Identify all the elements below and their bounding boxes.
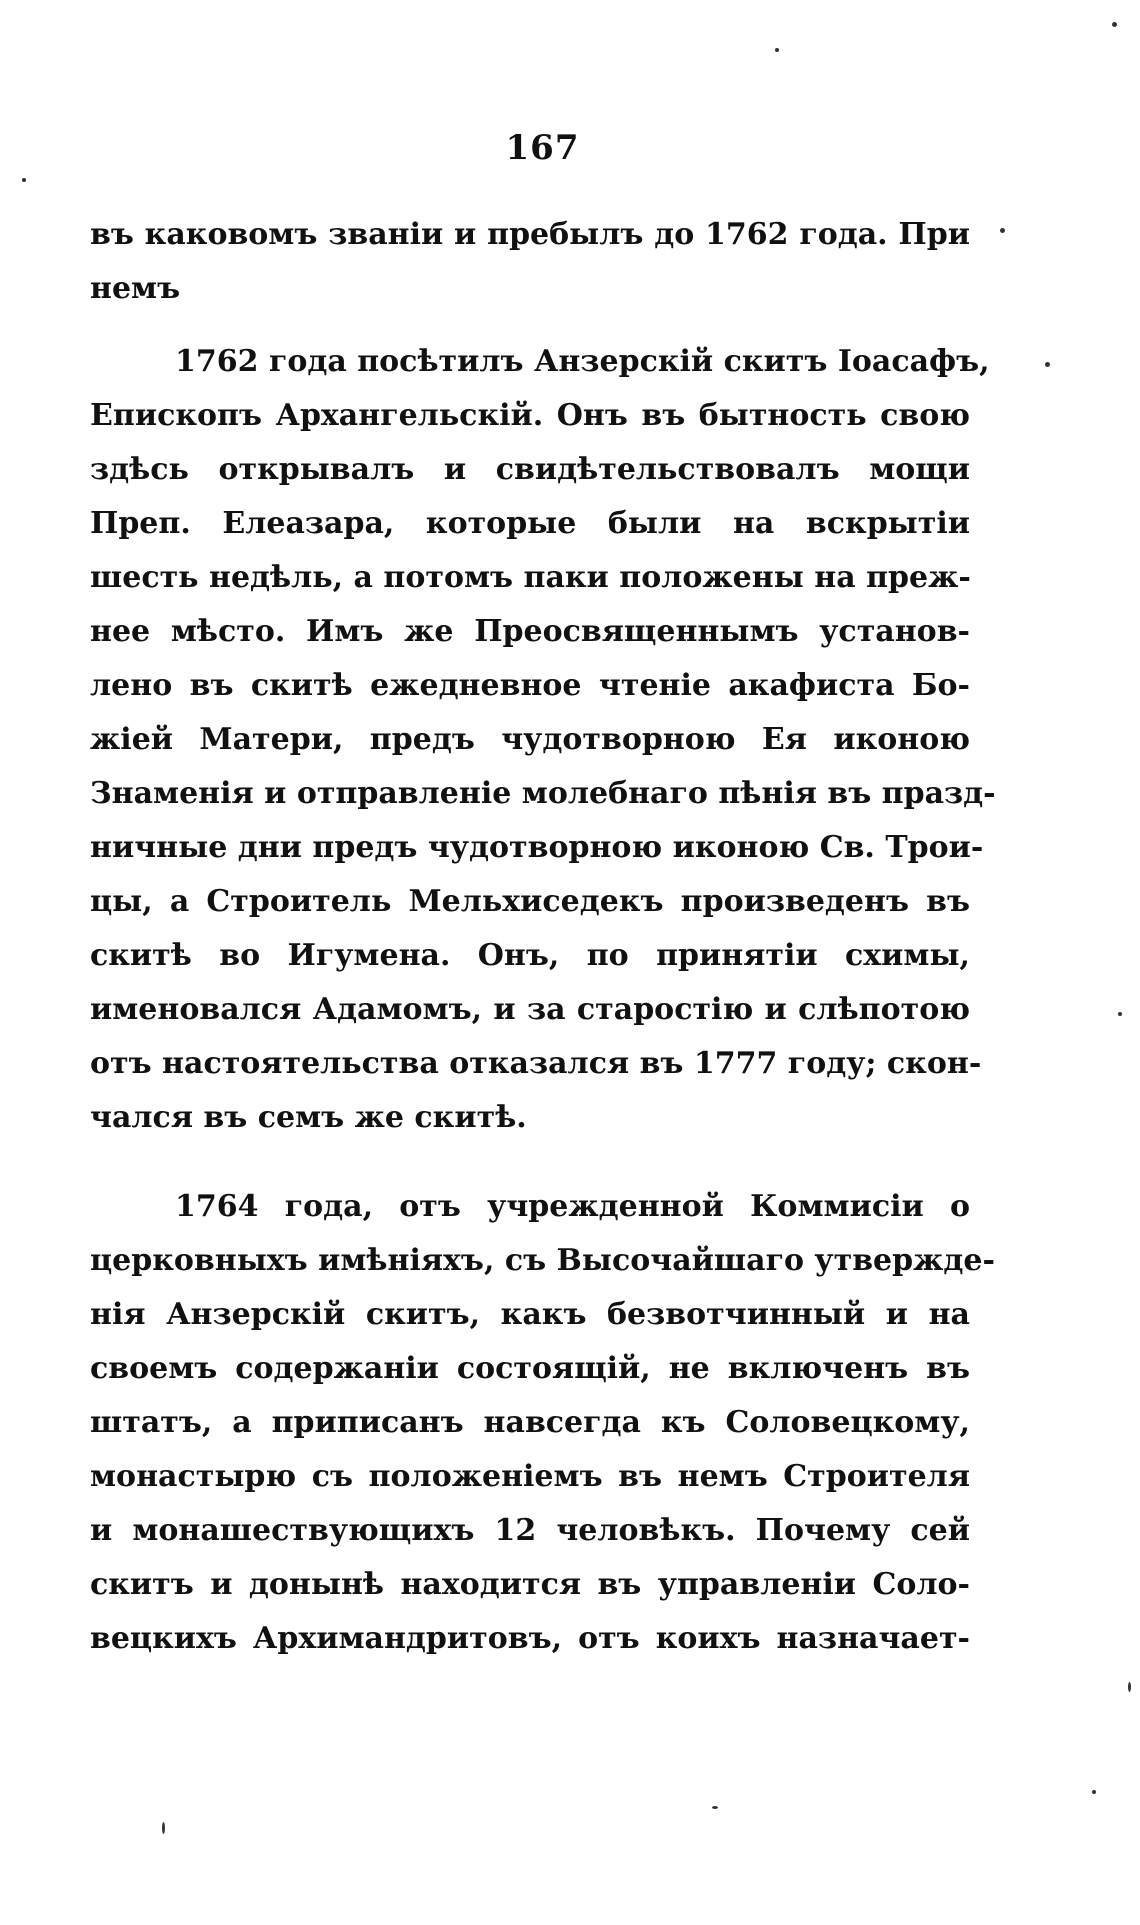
text-line: жіей Матери, предъ чудотворною Ея иконою [90,722,970,757]
text-line: нія Анзерскій скитъ, какъ безвотчинный и на [90,1297,970,1332]
text-line: цы, а Строитель Мельхиседекъ произведенъ въ [90,884,970,919]
text-line: 1764 года, отъ учрежденной Коммисіи о [175,1189,970,1224]
text-line: нее мѣсто. Имъ же Преосвященнымъ установ- [90,614,970,649]
text-line: своемъ содержаніи состоящій, не включенъ въ [90,1351,970,1386]
text-line: отъ настоятельства отказался въ 1777 году; скон- [90,1046,982,1081]
scan-speck [162,1822,165,1834]
text-line: шесть недѣль, а потомъ паки положены на преж- [90,560,971,595]
text-line: лено въ скитѣ ежедневное чтеніе акафиста Бо- [90,668,970,703]
text-line: Епископъ Архангельскій. Онъ въ бытность свою [90,398,970,433]
text-line: штатъ, а приписанъ навсегда къ Соловецкому, [90,1405,970,1440]
scan-speck [22,178,26,182]
text-line: Преп. Елеазара, которые были на вскрытіи [90,506,970,541]
text-line: монастырю съ положеніемъ въ немъ Строителя [90,1459,970,1494]
text-line: ничные дни предъ чудотворною иконою Св. Трои- [90,830,984,865]
paragraph-continuation [90,208,970,316]
text-line: скитъ и донынѣ находится въ управленіи Соло- [90,1567,970,1602]
scan-speck [712,1806,718,1809]
page-number: 167 [505,128,580,168]
text-line: чался въ семъ же скитѣ. [90,1100,527,1135]
scan-speck [1118,1012,1122,1016]
text-line: скитѣ во Игумена. Онъ, по принятіи схимы, [90,938,970,973]
scan-speck [1112,22,1117,27]
paragraph-1762 [90,335,996,1145]
text-line: именовался Адамомъ, и за старостію и слѣпотою [90,992,970,1027]
text-line: здѣсь открывалъ и свидѣтельствовалъ мощи [90,452,970,487]
scan-speck [1000,228,1005,233]
text-line: вецкихъ Архимандритовъ, отъ коихъ назначает- [90,1621,970,1656]
text-line: немъ [90,271,181,306]
text-line: Знаменія и отправленіе молебнаго пѣнія въ празд- [90,776,996,811]
text-line: въ каковомъ званіи и пребылъ до 1762 года. При [90,217,970,252]
scan-speck [1128,1682,1131,1692]
scan-speck [1045,362,1050,367]
text-line: и монашествующихъ 12 человѣкъ. Почему сей [90,1513,970,1548]
paragraph-1764 [90,1180,995,1666]
text-line: церковныхъ имѣніяхъ, съ Высочайшаго утвержде- [90,1243,995,1278]
scan-speck [1092,1790,1096,1794]
text-line: 1762 года посѣтилъ Анзерскій скитъ Іоасафъ, [175,344,990,379]
scan-speck [775,48,779,52]
